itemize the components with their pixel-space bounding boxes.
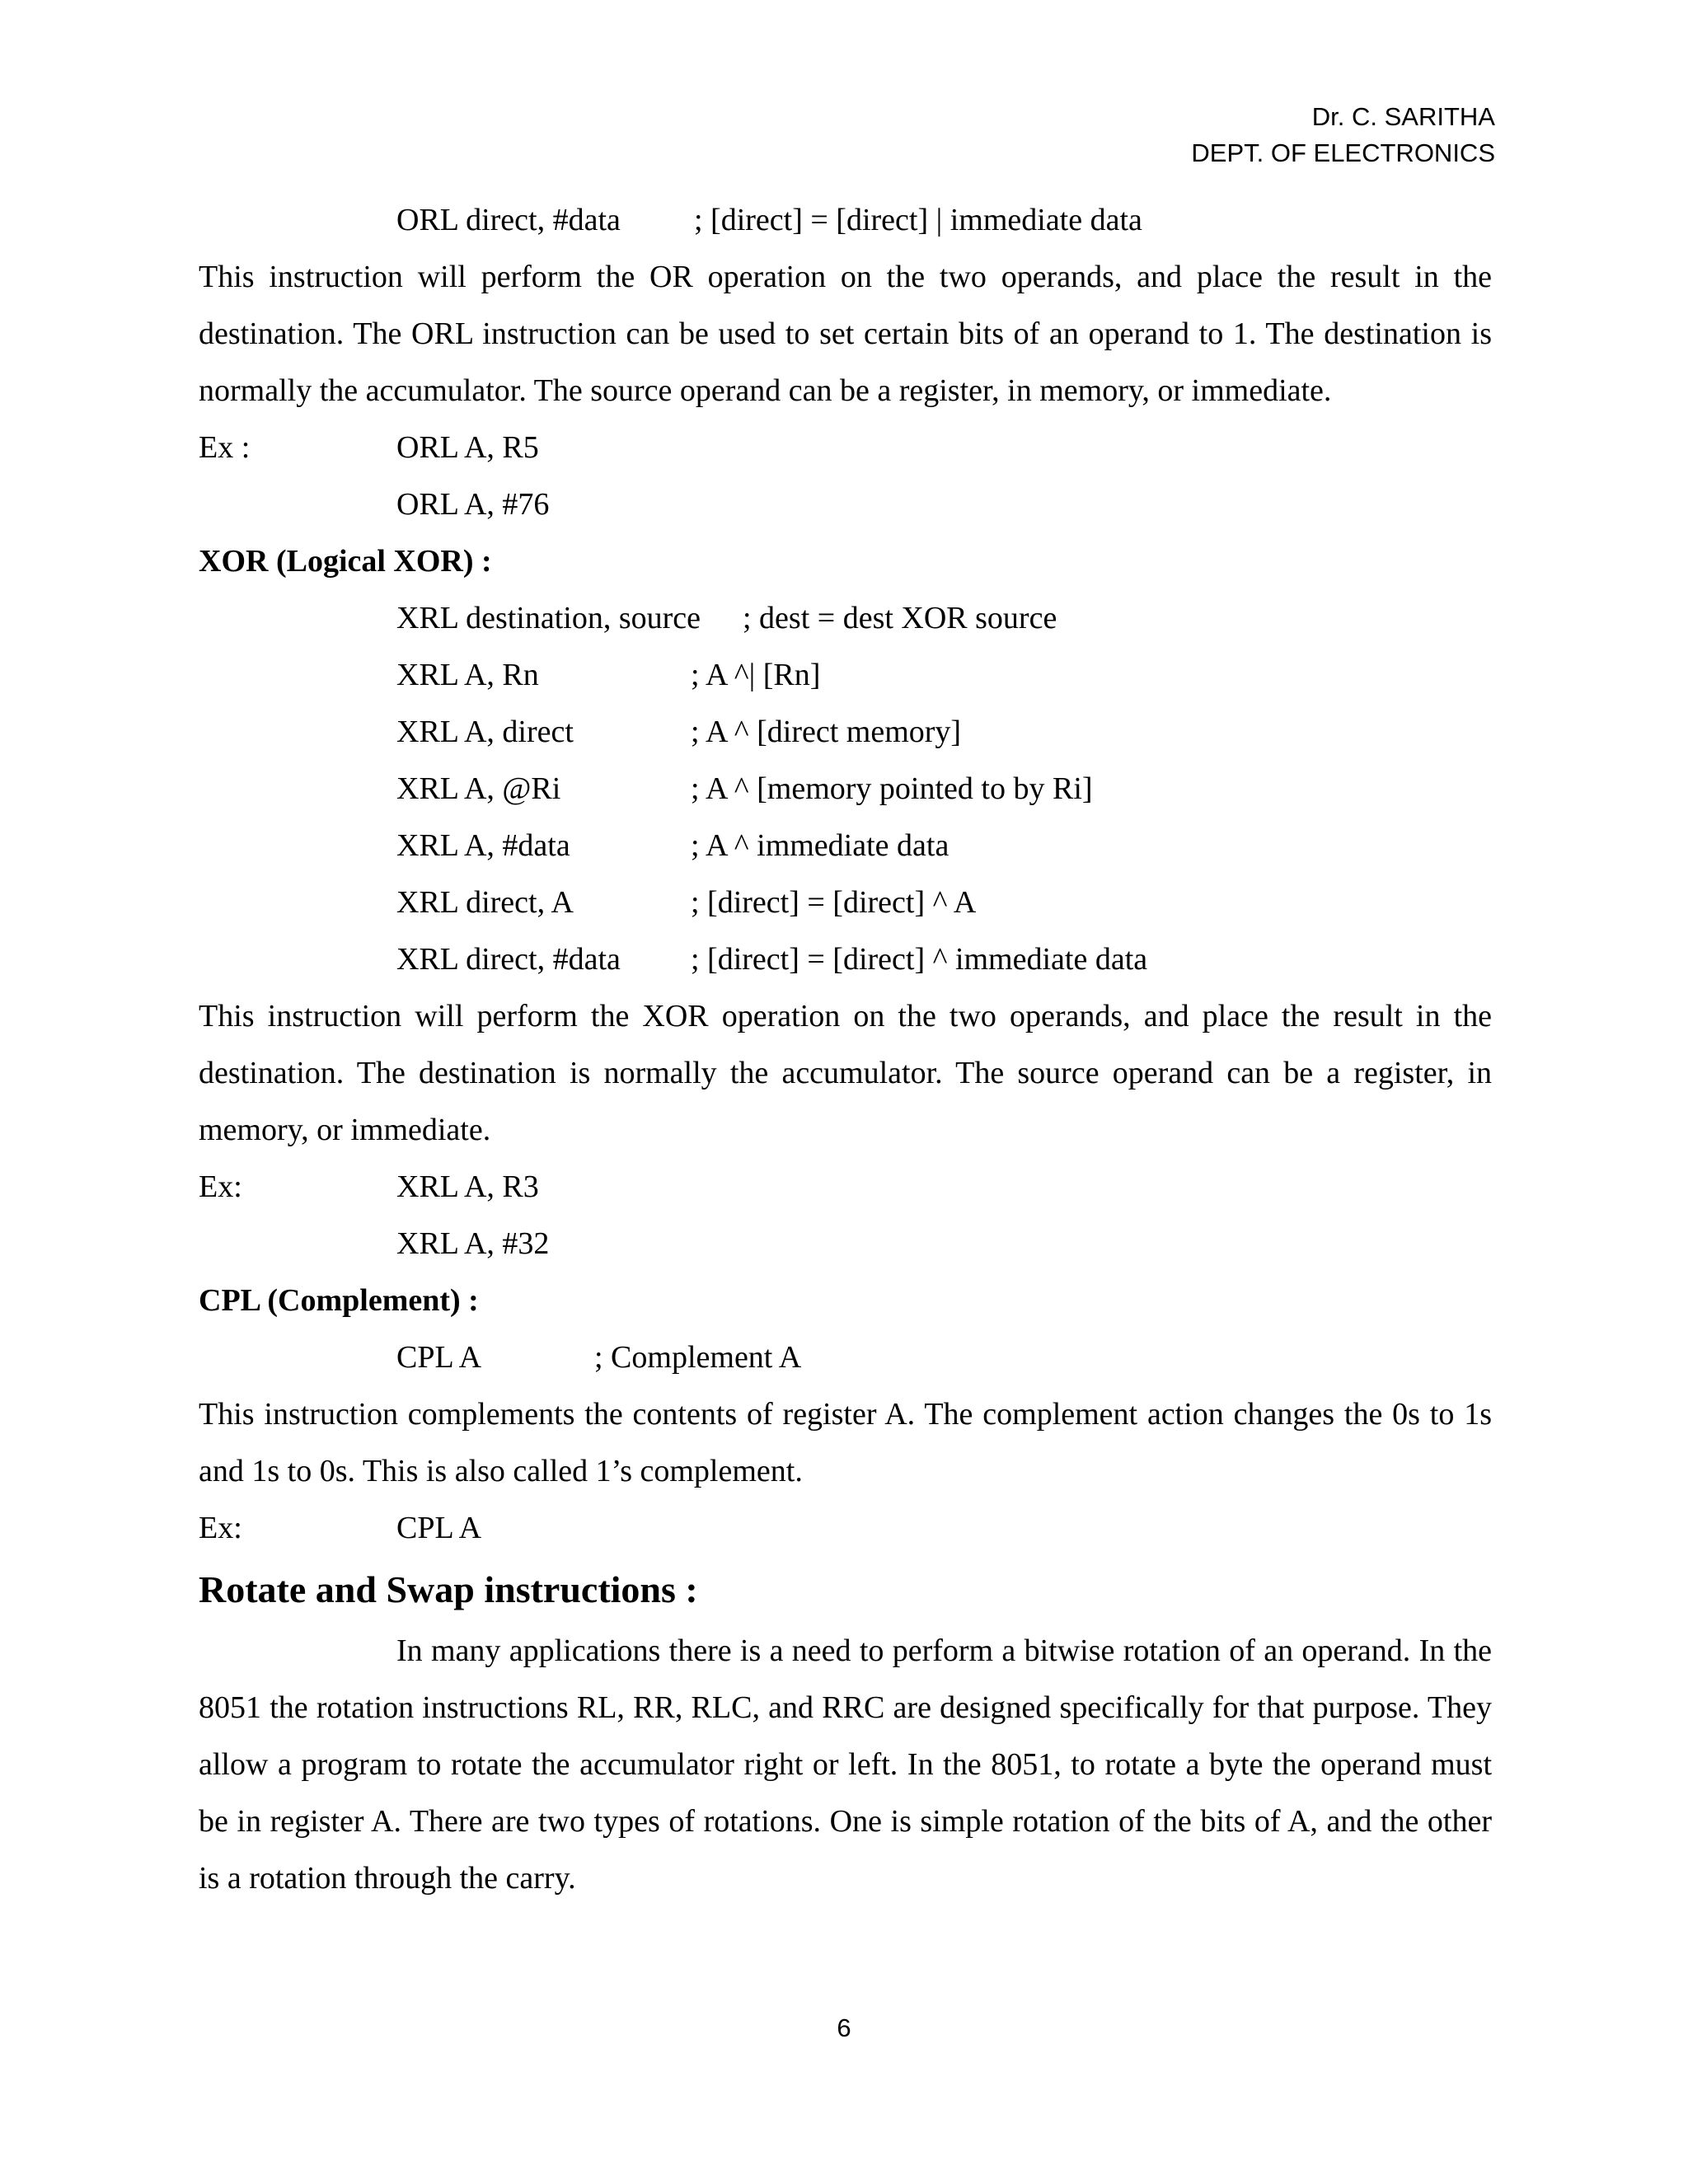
- code-comment: ; A ^ immediate data: [691, 828, 950, 863]
- example-code: ORL A, R5: [396, 430, 539, 465]
- code-instruction: XRL A, direct: [396, 715, 574, 749]
- xor-code-line: [199, 761, 1492, 818]
- code-instruction: XRL destination, source: [396, 601, 701, 635]
- xor-description: This instruction will perform the XOR operation on the two operands, and place the result in the destination. The destination is normally the accumulator. The source operand can be a register, in memory, or immediate.: [199, 999, 1492, 1147]
- page-content: [199, 192, 1492, 1907]
- example-code: CPL A: [396, 1511, 482, 1545]
- cpl-example-1: [199, 1500, 1492, 1557]
- header-dept: DEPT. OF ELECTRONICS: [1191, 138, 1495, 167]
- code-instruction: XRL direct, A: [396, 885, 574, 920]
- rotate-heading: Rotate and Swap instructions :: [199, 1568, 698, 1610]
- orl-example-2: [199, 476, 1492, 533]
- code-comment: ; [direct] = [direct] ^ immediate data: [691, 942, 1148, 977]
- code-instruction: CPL A: [396, 1340, 482, 1375]
- example-label: Ex :: [199, 430, 251, 465]
- code-instruction: XRL direct, #data: [396, 942, 621, 977]
- code-comment: ; [direct] = [direct] | immediate data: [694, 203, 1142, 237]
- cpl-description: This instruction complements the contents of register A. The complement action changes the 0s to 1s and 1s to 0s. This is also called 1’s complement.: [199, 1397, 1492, 1488]
- example-label: Ex:: [199, 1511, 242, 1545]
- example-code: XRL A, R3: [396, 1169, 539, 1204]
- code-instruction: XRL A, #data: [396, 828, 570, 863]
- code-instruction: XRL A, @Ri: [396, 771, 561, 806]
- xor-example-2: [199, 1216, 1492, 1272]
- orl-example-1: [199, 419, 1492, 476]
- example-code: ORL A, #76: [396, 487, 550, 522]
- cpl-code-line: [199, 1329, 1492, 1386]
- code-comment: ; A ^| [Rn]: [691, 658, 821, 692]
- code-instruction: ORL direct, #data: [396, 203, 621, 237]
- xor-example-1: [199, 1159, 1492, 1216]
- xor-heading: XOR (Logical XOR) :: [199, 544, 492, 579]
- xor-code-line: [199, 590, 1492, 647]
- code-instruction: XRL A, Rn: [396, 658, 539, 692]
- example-code: XRL A, #32: [396, 1226, 550, 1261]
- code-comment: ; A ^ [direct memory]: [691, 715, 962, 749]
- xor-code-line: [199, 647, 1492, 704]
- code-comment: ; Complement A: [594, 1340, 802, 1375]
- header-author: Dr. C. SARITHA: [1311, 102, 1495, 131]
- code-comment: ; A ^ [memory pointed to by Ri]: [691, 771, 1093, 806]
- cpl-heading: CPL (Complement) :: [199, 1283, 479, 1318]
- xor-code-line: [199, 874, 1492, 931]
- code-comment: ; dest = dest XOR source: [743, 601, 1057, 635]
- orl-description: This instruction will perform the OR operation on the two operands, and place the result in the destination. The ORL instruction can be used to set certain bits of an operand to 1. The destination is normally the accumulator. The source operand can be a register, in memory, or immediate.: [199, 260, 1492, 408]
- orl-code-line: [199, 192, 1492, 249]
- xor-code-line: [199, 818, 1492, 874]
- rotate-description: In many applications there is a need to perform a bitwise rotation of an operand. In the 8051 the rotation instructions RL, RR, RLC, and RRC are designed specifically for that purpose. They allow a program to rotate the accumulator right or left. In the 8051, to rotate a byte the operand must be in register A. There are two types of rotations. One is simple rotation of the bits of A, and the other is a rotation through the carry.: [199, 1633, 1492, 1896]
- example-label: Ex:: [199, 1169, 242, 1204]
- xor-code-line: [199, 704, 1492, 761]
- page-number: 6: [837, 2013, 851, 2042]
- page-header: [1191, 99, 1495, 171]
- code-comment: ; [direct] = [direct] ^ A: [691, 885, 977, 920]
- xor-code-line: [199, 931, 1492, 988]
